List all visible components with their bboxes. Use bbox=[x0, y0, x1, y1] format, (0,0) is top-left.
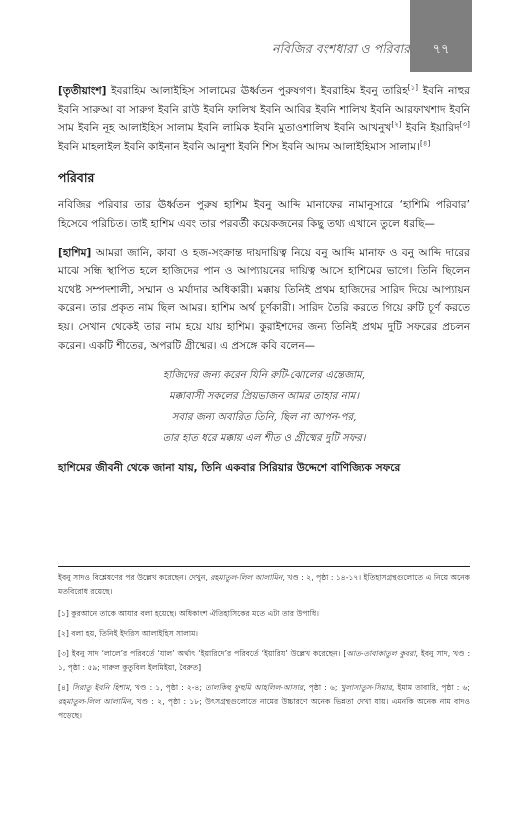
footnote-number: [৪] bbox=[58, 683, 69, 692]
footnote-text: , খণ্ড : ২, পৃষ্ঠা : ১৮; উৎসগ্রন্থগুলোতে নামের উচ্চারণে অনেক ভিন্নতা দেখা যায়। এমনকি অনেক নাম বাদও পড়েছে। bbox=[58, 697, 470, 720]
main-text bbox=[58, 82, 470, 488]
book-title: সিরাতু ইবনি হিশাম bbox=[72, 683, 130, 692]
running-title: নবিজির বংশধারা ও পরিবার bbox=[271, 41, 410, 56]
footnote-text: , খণ্ড : ১, পৃষ্ঠা : ২-৪; bbox=[129, 683, 206, 692]
poem-line: তার হাত ধরে মক্কায় এল শীত ও গ্রীষ্মের দুটি সফর। bbox=[162, 433, 366, 445]
footnote-text: , ইবনু সাদ, খণ্ড : ১, পৃষ্ঠা : ৫৯; দারুল কুতুবিল ইলমিইয়া, বৈরুত] bbox=[58, 649, 471, 672]
hashim-lead: [হাশিম] bbox=[58, 246, 92, 259]
poem bbox=[58, 365, 470, 449]
poem-line: সবার জন্য অবারিত তিনি, ছিল না আপন-পর, bbox=[171, 412, 357, 424]
footnote-number: [১] bbox=[58, 609, 69, 618]
ref-3: [৩] bbox=[459, 120, 470, 129]
page-header bbox=[0, 0, 528, 72]
section-heading-family: পরিবার bbox=[58, 170, 95, 186]
poem-line: মক্কাবাসী সকলের প্রিয়ভাজন আমর তাহার নাম। bbox=[169, 391, 359, 403]
footnotes bbox=[58, 571, 470, 729]
book-title: রহমাতুল-লিল আলামিন bbox=[58, 697, 131, 706]
footnote-4 bbox=[58, 681, 470, 723]
footnote-2 bbox=[58, 627, 470, 641]
lineage-text-1: ইবরাহিম আলাইহিস সালামের ঊর্ধ্বতন পুরুষগণ। ইবরাহিম ইবনু তারিহ bbox=[106, 85, 408, 97]
hashim-text: আমরা জানি, কাবা ও হজ-সংক্রান্ত দায়দায়িত্ব নিয়ে বনু আব্দি মানাফ ও বনু আব্দি দারের মাঝে সন্ধি স্থাপিত হলে হাজিদের পান ও আপ্যায়নের দায়িত্ব আসে হাশিমের ভাগে। তিনি ছিলেন যথেষ্ট সম্পদশালী, সম্মান ও মর্যাদার অধিকারী। মক্কায় তিনিই প্রথম হাজিদের সারিদ দিয়ে আপ্যায়ন করেন। তার প্রকৃত নাম ছিল আমর। হাশিম অর্থ চূর্ণকারী। সারিদ তৈরি করতে গিয়ে রুটি চূর্ণ করতে হয়। সেখান থেকেই তার নাম হয়ে যায় হাশিম। কুরাইশদের জন্য তিনিই প্রথম দুটি সফরের প্রচলন করেন। একটি শীতের, অপরটি গ্রীষ্মের। এ প্রসঙ্গে কবি বলেন— bbox=[58, 246, 470, 352]
closing-line: হাশিমের জীবনী থেকে জানা যায়, তিনি একবার সিরিয়ার উদ্দেশে বাণিজ্যিক সফরে bbox=[58, 462, 401, 475]
poem-line: হাজিদের জন্য করেন যিনি রুটি-ঝোলের এন্তেজাম, bbox=[162, 370, 366, 382]
footnote-continued bbox=[58, 571, 470, 599]
lineage-paragraph bbox=[58, 82, 470, 156]
book-title: রহমাতুল-লিল আলামিন bbox=[210, 573, 283, 582]
footnote-3 bbox=[58, 647, 470, 675]
lineage-lead: [তৃতীয়াংশ] bbox=[58, 85, 107, 97]
ref-2: [২] bbox=[391, 120, 402, 129]
hashim-paragraph bbox=[58, 244, 470, 356]
book-title: তালকিহু ফুহুমি আহলিল-আসার bbox=[205, 683, 304, 692]
footnote-1 bbox=[58, 607, 470, 621]
footnote-number: [২] bbox=[58, 629, 69, 638]
lineage-text-2: ইবনি নাহুর ইবনি সারুআ বা সারুগ ইবনি রাউ ইবনি ফালিখ ইবনি আবির ইবনি শালিখ ইবনি আরফাখশাদ ইবনি সাম ইবনি নূহ আলাইহিস সালাম ইবনি লামিক ইবনি মুতাওশালিখ ইবনি আখনুখ bbox=[58, 85, 471, 135]
footnote-text: , খণ্ড : ২, পৃষ্ঠা : ১৪-১৭। ইতিহাসগ্রন্থগুলোতে এ নিয়ে অনেক মতবিরোধ রয়েছে। bbox=[58, 573, 470, 596]
family-intro: নবিজির পরিবার তার ঊর্ধ্বতন পুরুষ হাশিম ইবনু আব্দি মানাফের নামানুসারে ‘হাশিমি পরিবার’ হিসেবে পরিচিত। তাই হাশিম এবং তার পরবর্তী কয়েকজনের কিছু তথ্য এখানে তুলে ধরছি— bbox=[58, 199, 470, 230]
ref-4: [৪] bbox=[420, 139, 431, 148]
lineage-text-3: ইবনি ইয়ারিদ bbox=[401, 122, 460, 135]
ref-1: [১] bbox=[407, 83, 419, 92]
footnote-divider bbox=[58, 566, 470, 567]
footnote-text: ইবনু সাদ ‘লালে’র পরিবর্তে ‘যাল’ অর্থাৎ ‘ইয়ারিদে’র পরিবর্তে ‘ইয়ারিয’ উল্লেখ করেছেন। [ bbox=[68, 649, 347, 658]
page-number: ৭৭ bbox=[410, 0, 472, 72]
footnote-text: , পৃষ্ঠা : ৬; bbox=[303, 683, 341, 692]
lineage-text-4: ইবনি মাহলাইল ইবনি কাইনান ইবনি আনুশা ইবনি শিস ইবনি আদম আলাইহিমাস সালাম। bbox=[58, 140, 420, 153]
footnote-text: বলা হয়, তিনিই ইদরিস আলাইহিস সালাম। bbox=[68, 629, 199, 638]
footnote-text: , ইমাম তাবারি, পৃষ্ঠা : ৬; bbox=[391, 683, 470, 692]
footnote-text: ইবনু সাদও বিশ্লেষণের পর উল্লেখ করেছেন। দেখুন, bbox=[58, 573, 211, 582]
book-title: আত-তাবাকাতুল কুবরা bbox=[346, 649, 416, 658]
book-title: খুলাসাতুস-সিয়ার bbox=[340, 683, 392, 692]
footnote-text: কুরআনে তাকে আযার বলা হয়েছে। অধিকাংশ ঐতিহাসিকের মতে এটা তার উপাধি। bbox=[68, 609, 319, 618]
footnote-number: [৩] bbox=[58, 649, 69, 658]
